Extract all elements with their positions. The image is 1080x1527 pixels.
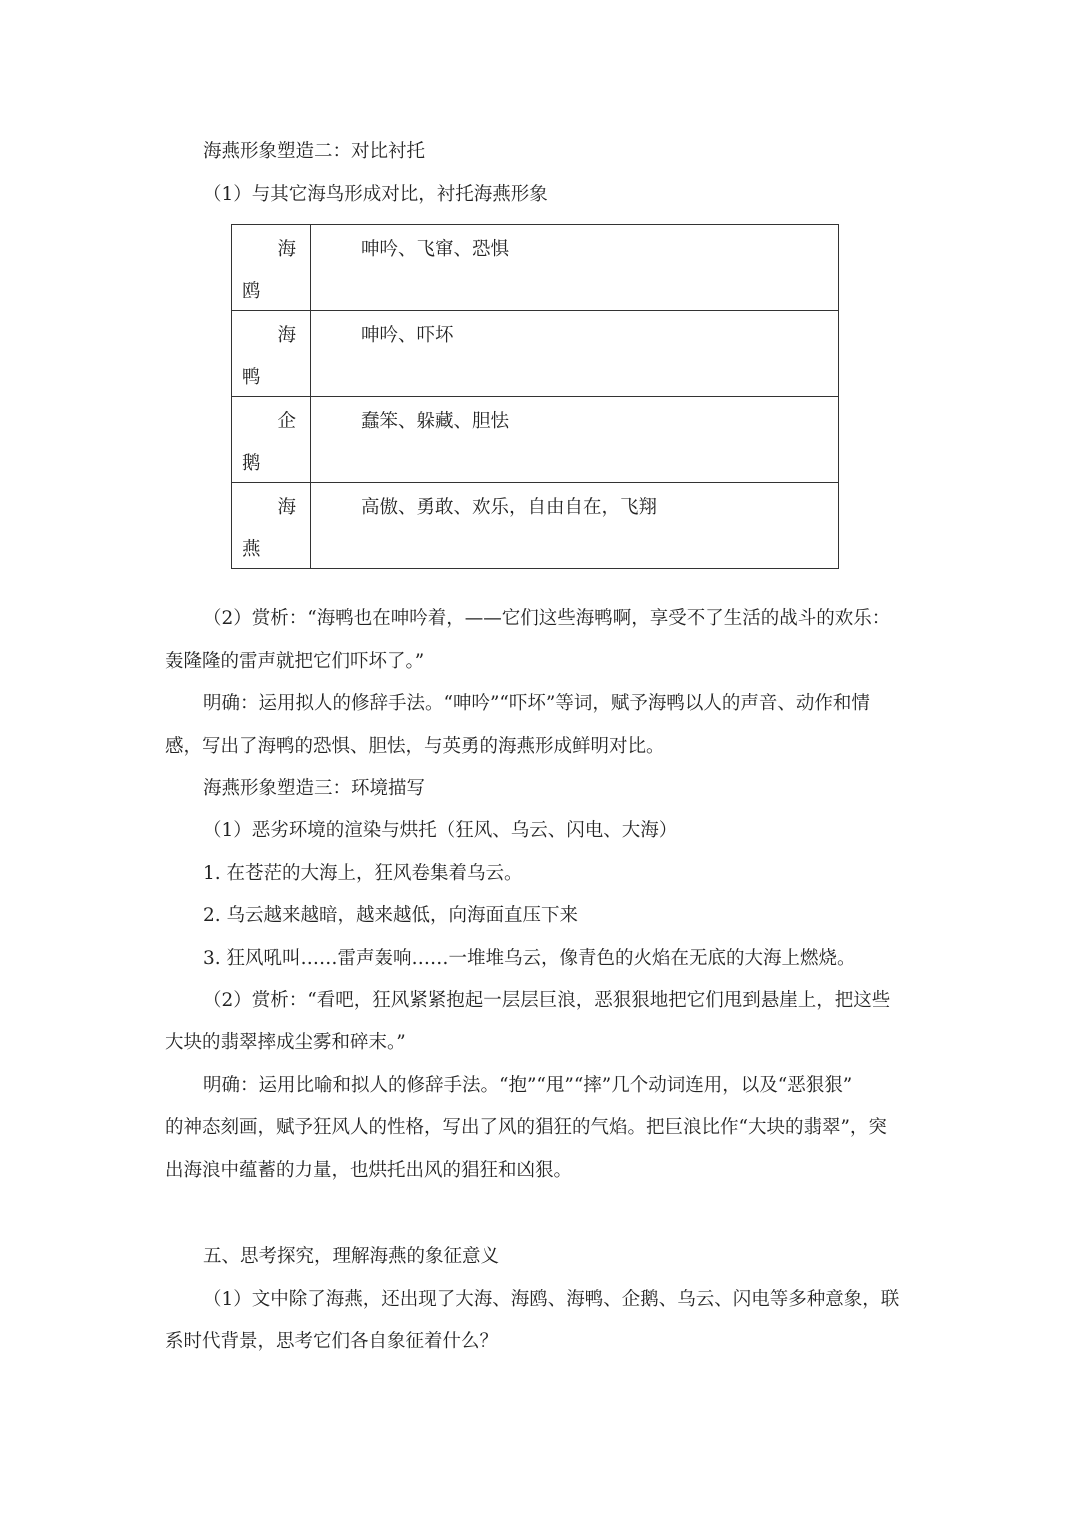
section3-sub2-line2: 大块的翡翠摔成尘雾和碎末。” bbox=[165, 1032, 406, 1053]
bird-name-cell bbox=[232, 225, 311, 311]
bird-traits-cell: 呻吟、飞窜、恐惧 bbox=[311, 225, 839, 311]
section2-heading: 海燕形象塑造二：对比衬托 bbox=[203, 141, 426, 162]
bird-name-char2: 鸭 bbox=[242, 367, 261, 388]
section3-answer-line2: 的神态刻画，赋予狂风人的性格，写出了风的猖狂的气焰。把巨浪比作“大块的翡翠”，突 bbox=[165, 1117, 887, 1138]
section3-item-3: 3. 狂风吼叫……雷声轰响……一堆堆乌云，像青色的火焰在无底的大海上燃烧。 bbox=[203, 948, 856, 969]
bird-name-cell bbox=[232, 483, 311, 569]
section3-heading: 海燕形象塑造三：环境描写 bbox=[203, 778, 426, 799]
section2-sub1: （1）与其它海鸟形成对比，衬托海燕形象 bbox=[203, 184, 548, 205]
bird-name-char1: 海 bbox=[277, 239, 296, 260]
section3-answer-line3: 出海浪中蕴蓄的力量，也烘托出风的猖狂和凶狠。 bbox=[165, 1160, 573, 1181]
section2-sub2-line2: 轰隆隆的雷声就把它们吓坏了。” bbox=[165, 651, 425, 672]
bird-comparison-table bbox=[231, 224, 839, 569]
section2-answer-line2: 感，写出了海鸭的恐惧、胆怯，与英勇的海燕形成鲜明对比。 bbox=[165, 736, 665, 757]
section3-item-2: 2. 乌云越来越暗，越来越低，向海面直压下来 bbox=[203, 905, 579, 926]
section3-sub1: （1）恶劣环境的渲染与烘托（狂风、乌云、闪电、大海） bbox=[203, 820, 678, 841]
section3-answer-line1: 明确：运用比喻和拟人的修辞手法。“抱”“甩”“摔”几个动词连用，以及“恶狠狠” bbox=[203, 1075, 853, 1096]
bird-name-char2: 燕 bbox=[242, 539, 261, 560]
table-row bbox=[232, 225, 839, 311]
section3-item-1: 1. 在苍茫的大海上，狂风卷集着乌云。 bbox=[203, 863, 523, 884]
section3-sub2-line1: （2）赏析：“看吧，狂风紧紧抱起一层层巨浪，恶狠狠地把它们甩到悬崖上，把这些 bbox=[203, 990, 891, 1011]
section2-sub2-line1: （2）赏析：“海鸭也在呻吟着，——它们这些海鸭啊，享受不了生活的战斗的欢乐： bbox=[203, 608, 891, 629]
table-row bbox=[232, 483, 839, 569]
bird-traits-cell: 蠢笨、躲藏、胆怯 bbox=[311, 397, 839, 483]
section2-answer-line1: 明确：运用拟人的修辞手法。“呻吟”“吓坏”等词，赋予海鸭以人的声音、动作和情 bbox=[203, 693, 870, 714]
section5-question-line2: 系时代背景，思考它们各自象征着什么？ bbox=[165, 1331, 499, 1352]
bird-name-cell bbox=[232, 397, 311, 483]
section5-question-line1: （1）文中除了海燕，还出现了大海、海鸥、海鸭、企鹅、乌云、闪电等多种意象，联 bbox=[203, 1289, 900, 1310]
table-row bbox=[232, 397, 839, 483]
bird-name-char1: 海 bbox=[277, 325, 296, 346]
bird-name-char2: 鸥 bbox=[242, 281, 261, 302]
table-row bbox=[232, 311, 839, 397]
bird-traits-cell: 呻吟、吓坏 bbox=[311, 311, 839, 397]
bird-name-char1: 企 bbox=[277, 411, 296, 432]
bird-name-cell bbox=[232, 311, 311, 397]
section5-heading: 五、思考探究，理解海燕的象征意义 bbox=[203, 1246, 500, 1267]
bird-name-char1: 海 bbox=[277, 497, 296, 518]
bird-traits-cell: 高傲、勇敢、欢乐，自由自在，飞翔 bbox=[311, 483, 839, 569]
bird-name-char2: 鹅 bbox=[242, 453, 261, 474]
